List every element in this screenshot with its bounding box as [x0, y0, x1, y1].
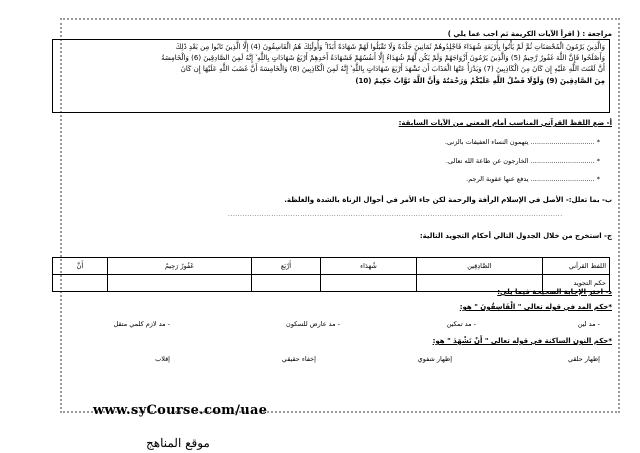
q1-option-3[interactable]: - مد عارض للسكون [286, 320, 340, 328]
section-c-title: ج- استخرج من خلال الجدول التالي أحكام التجويد التالية: [419, 232, 612, 240]
table-cell-word: غَفُورٌ رَحِيمٌ [107, 258, 251, 275]
tajweed-table [52, 257, 610, 292]
table-cell-answer[interactable] [321, 275, 417, 292]
table-row [53, 258, 610, 275]
q2-option-2[interactable]: إظهار شفوي [417, 355, 452, 363]
table-cell-word: شُهَدَاء [321, 258, 417, 275]
section-d-title: د- اختر الإجابة الصحيحة فيما يلي: [497, 288, 612, 296]
section-b-title: ب- بما تعلل:- الأصل في الإسلام الرأفة والرحمة لكن جاء الأمر في أحوال الزناة بالشدة والغلظة. [284, 196, 612, 204]
verse-line-2: وَأَصْلَحُوا فَإِنَّ اللَّهَ غَفُورٌ رَّحِيمٌ (5) وَالَّذِينَ يَرْمُونَ أَزْوَاجَهُمْ وَلَمْ يَكُن لَّهُمْ شُهَدَاءُ إِلَّا أَنفُسُهُمْ فَشَهَادَةُ أَحَدِهِمْ أَرْبَعُ شَهَادَاتٍ بِاللَّهِ ۙ إِنَّهُ لَمِنَ الصَّادِقِينَ (6) وَالْخَامِسَةُ [161, 54, 605, 63]
q2-option-1[interactable]: إظهار حلقي [567, 355, 600, 363]
table-row-head-rule: حكم التجويد [543, 275, 610, 292]
table-cell-answer[interactable] [251, 275, 320, 292]
review-title: مراجعة : ( اقرأ الآيات الكريمة ثم اجب عما يلي ) [447, 30, 612, 38]
site-name-logo: موقع المناهج [146, 436, 210, 450]
verse-line-4: مِنَ الصَّادِقِينَ (9) وَلَوْلَا فَضْلُ اللَّهِ عَلَيْكُمْ وَرَحْمَتُهُ وَأَنَّ اللَّهَ تَوَّابٌ حَكِيمٌ (10) [355, 76, 605, 85]
table-cell-answer[interactable] [53, 275, 108, 292]
question-1: *حكم المد في قوله تعالى " الْفَاسِقُونَ " هو: [459, 303, 612, 311]
section-a-item-1: * ............................... يتهمون النساء العفيفات بالزنى. [444, 138, 600, 146]
q2-option-3[interactable]: إخفاء حقيقي [281, 355, 316, 363]
verse-line-3: أَنَّ لَعْنَتَ اللَّهِ عَلَيْهِ إِن كَانَ مِنَ الْكَاذِبِينَ (7) وَيَدْرَأُ عَنْهَا الْعَذَابَ أَن تَشْهَدَ أَرْبَعَ شَهَادَاتٍ بِاللَّهِ ۙ إِنَّهُ لَمِنَ الْكَاذِبِينَ (8) وَالْخَامِسَةَ أَنَّ غَضَبَ اللَّهِ عَلَيْهَا إِن كَانَ [180, 65, 605, 74]
q1-option-2[interactable]: - مد تمكين [446, 320, 476, 328]
section-b-answer-line: ........................................................................................................................................... [228, 211, 563, 218]
section-a-item-3: * ............................... يدفع عنها عقوبة الرجم. [466, 175, 600, 183]
table-cell-word: أَنَّ [53, 258, 108, 275]
section-a-item-2: * ............................... الخارجون عن طاعة الله تعالى. [445, 157, 600, 165]
verses-box [52, 39, 610, 113]
q2-option-4[interactable]: إقلاب [155, 355, 170, 363]
q1-option-1[interactable]: - مد لين [577, 320, 600, 328]
website-url[interactable]: www.syCourse.com/uae [93, 403, 268, 418]
table-cell-word: أَرْبَع [251, 258, 320, 275]
table-cell-word: الصَّادِقِين [416, 258, 542, 275]
verse-line-1: وَالَّذِينَ يَرْمُونَ الْمُحْصَنَاتِ ثُمَّ لَمْ يَأْتُوا بِأَرْبَعَةِ شُهَدَاءَ فَاجْلِدُوهُمْ ثَمَانِينَ جَلْدَةً وَلَا تَقْبَلُوا لَهُمْ شَهَادَةً أَبَدًا ۚ وَأُولَٰئِكَ هُمُ الْفَاسِقُونَ (4) إِلَّا الَّذِينَ تَابُوا مِن بَعْدِ ذَٰلِكَ [175, 43, 605, 51]
section-a-title: أ- ضع اللفظ القرآني المناسب أمام المعنى من الآيات السابقة: [398, 119, 612, 127]
question-2: *حكم النون الساكنة في قوله تعالى " أَنْ تَشْهَدَ " هو: [432, 337, 612, 345]
table-row-head-word: اللفظ القرآني [543, 258, 610, 275]
q1-option-4[interactable]: - مد لازم كلمي متقل [113, 320, 170, 328]
table-cell-answer[interactable] [107, 275, 251, 292]
